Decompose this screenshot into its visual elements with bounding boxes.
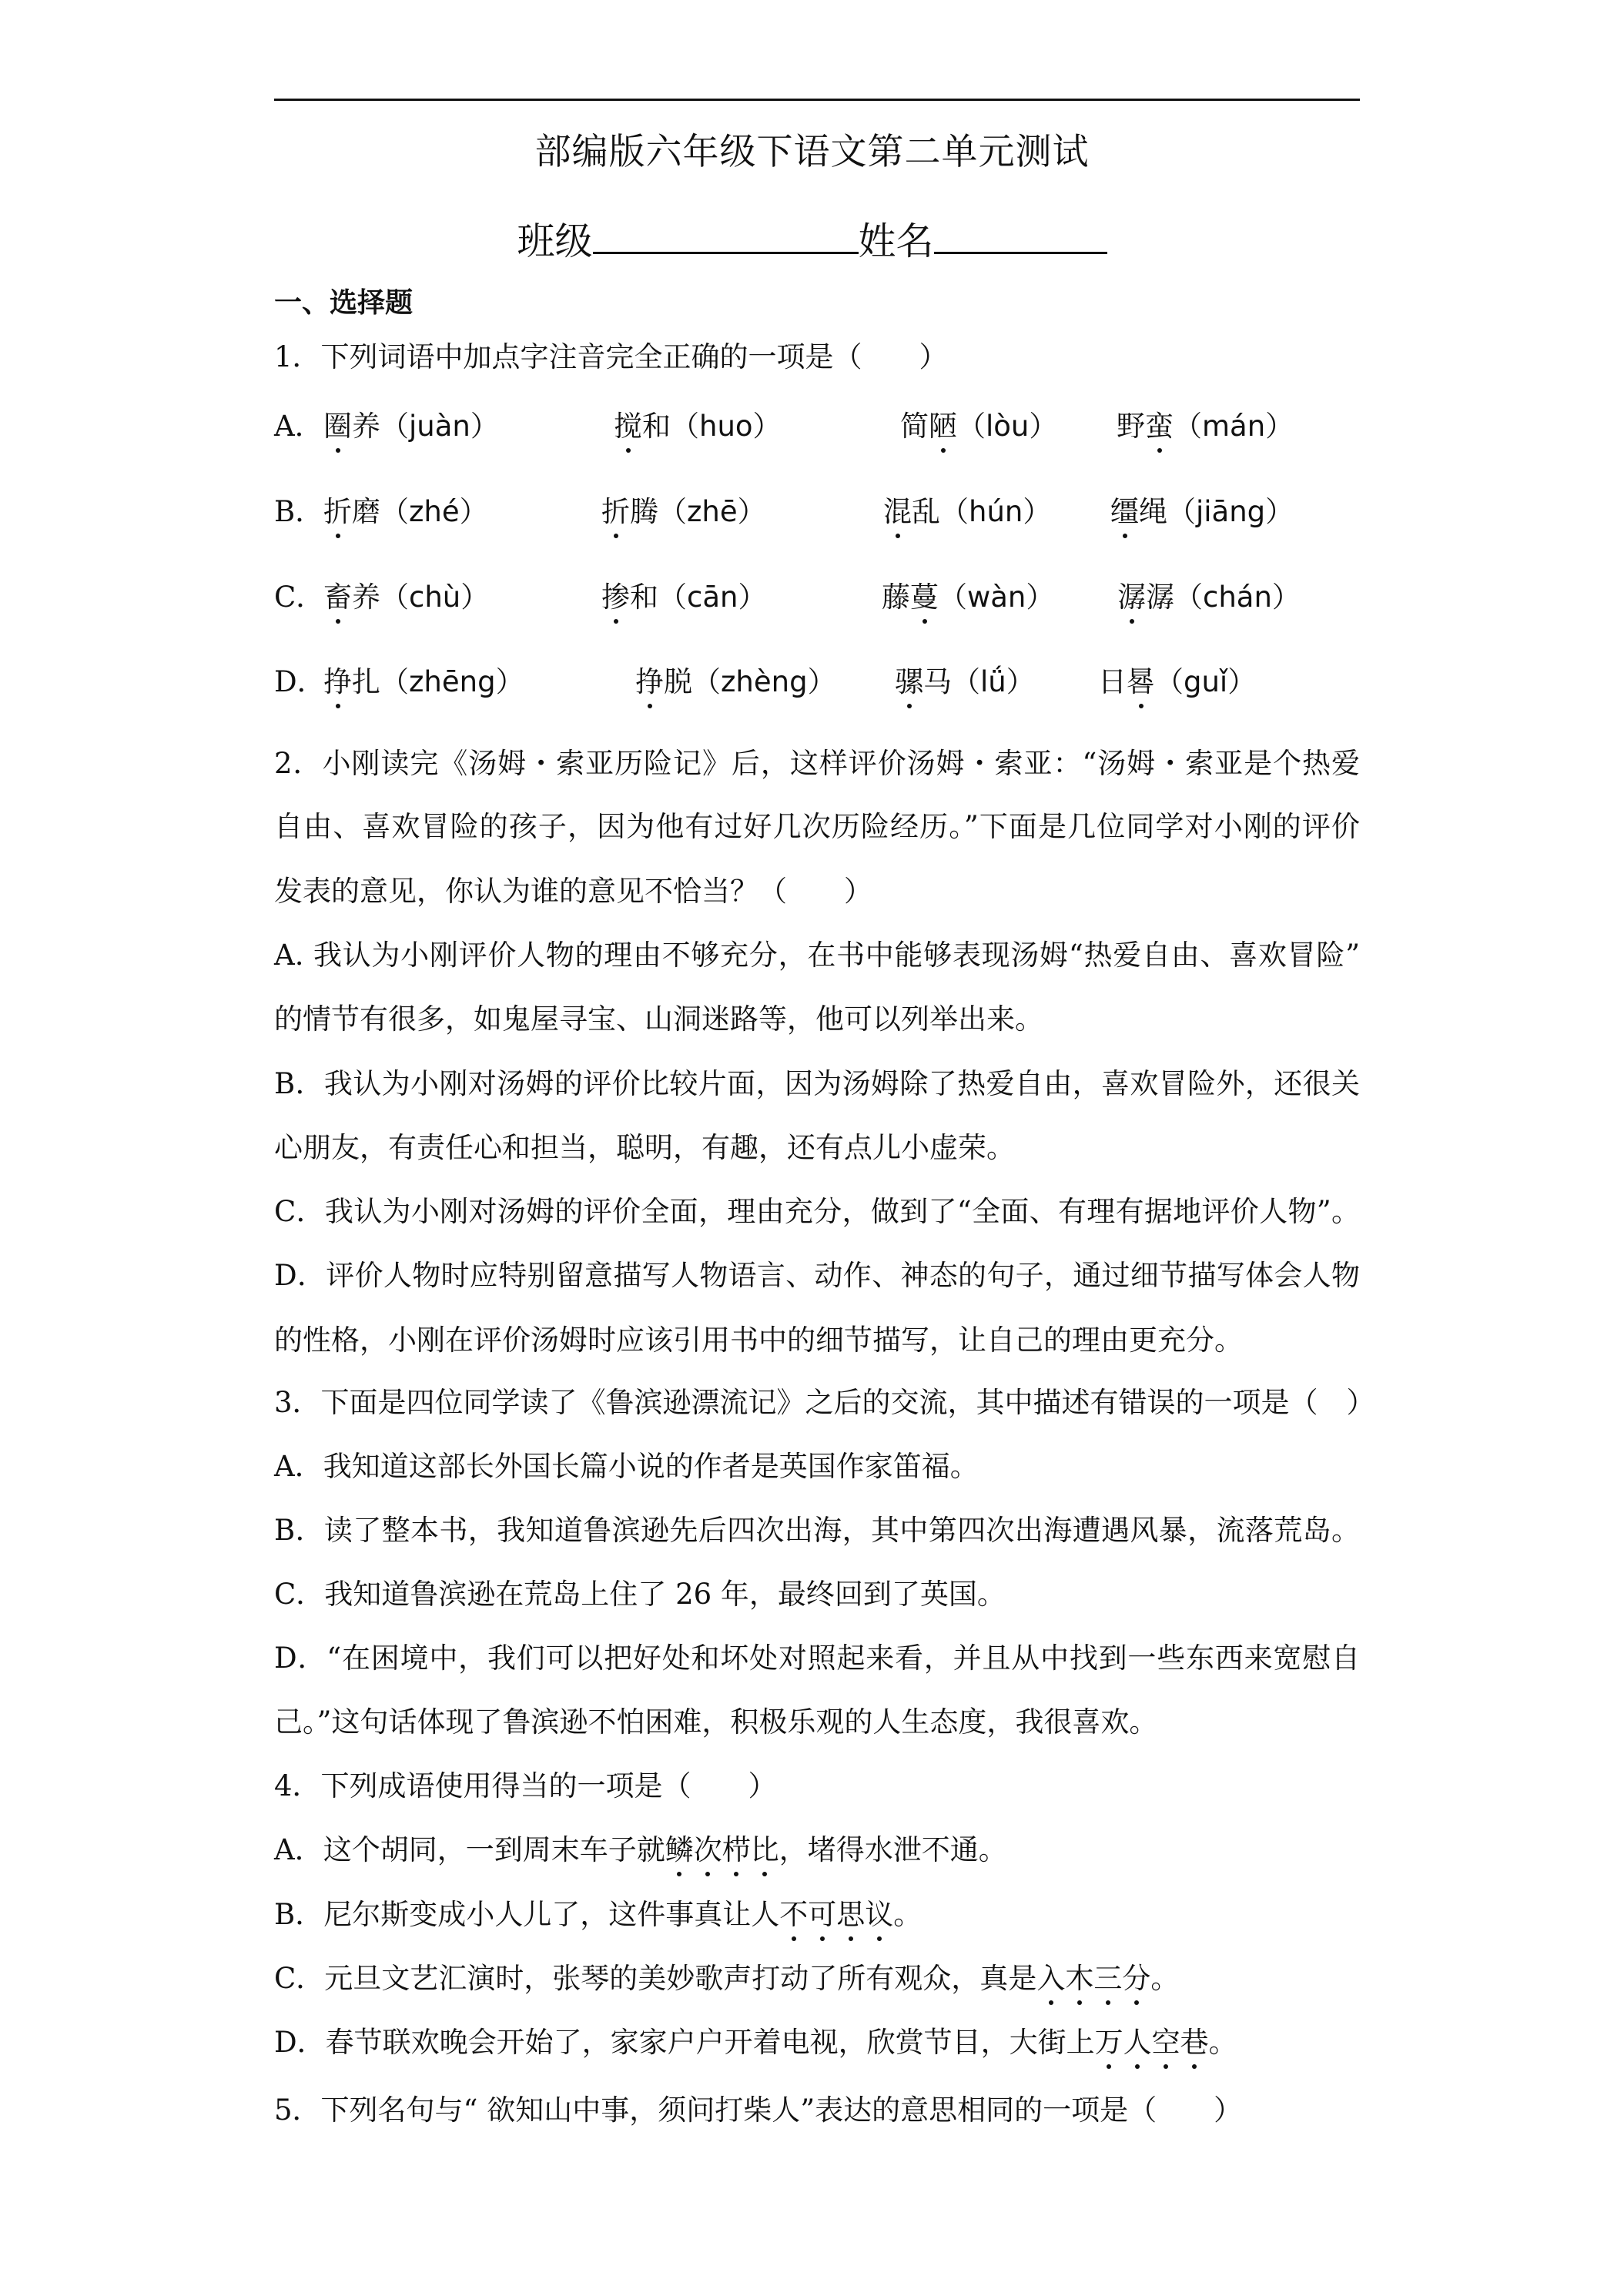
q1-c-item: 藤蔓（wàn）	[882, 581, 1055, 614]
q3-option-a[interactable]: A．我知道这部长外国长篇小说的作者是英国作家笛福。	[274, 1450, 979, 1483]
dotted-idiom	[665, 1833, 779, 1866]
dotted-idiom	[1095, 2026, 1209, 2059]
emphasized-char: 万	[1094, 2026, 1123, 2059]
q4-stem: 4．下列成语使用得当的一项是（ ）	[274, 1769, 777, 1802]
q1-c-item: 畜养（chù）	[323, 581, 490, 614]
emphasized-char: 比	[750, 1833, 779, 1866]
emphasized-char: 思	[836, 1898, 866, 1931]
q4-option-b[interactable]: B．尼尔斯变成小人儿了，这件事真让人不可思议。	[274, 1898, 922, 1931]
dotted-idiom	[779, 1898, 893, 1931]
q3-option-d-cont: 己。”这句话体现了鲁滨逊不怕困难，积极乐观的人生态度，我很喜欢。	[274, 1705, 1158, 1739]
q1-d-item: 挣扎（zhēng）	[323, 665, 524, 698]
q2-stem-line: 2．小刚读完《汤姆・索亚历险记》后，这样评价汤姆・索亚：“汤姆・索亚是个热爱	[274, 747, 1360, 780]
q2-stem-line: 自由、喜欢冒险的孩子，因为他有过好几次历险经历。”下面是几位同学对小刚的评价	[274, 810, 1360, 843]
q4-option-c[interactable]: C．元旦文艺汇演时，张琴的美妙歌声打动了所有观众，真是入木三分。	[274, 1962, 1180, 1995]
q1-d-item: 挣脱（zhèng）	[635, 665, 836, 698]
q4-option-a[interactable]: A．这个胡同，一到周末车子就鳞次栉比，堵得水泄不通。	[274, 1833, 1007, 1866]
q1-option-a[interactable]: A． 圈养（juàn） 搅和（huo） 简陋（lòu） 野蛮（mán）	[274, 410, 1294, 443]
q1-b-item: 缰绳（jiāng）	[1110, 495, 1294, 528]
q1-stem: 1．下列词语中加点字注音完全正确的一项是（ ）	[274, 340, 948, 373]
q3-option-b[interactable]: B．读了整本书，我知道鲁滨逊先后四次出海，其中第四次出海遭遇风暴，流落荒岛。	[274, 1514, 1360, 1547]
q5-stem: 5．下列名句与“ 欲知山中事，须问打柴人”表达的意思相同的一项是（ ）	[274, 2094, 1243, 2127]
student-info-line	[0, 212, 1624, 266]
q2-option-c[interactable]: C．我认为小刚对汤姆的评价全面，理由充分，做到了“全面、有理有据地评价人物”。	[274, 1195, 1360, 1228]
q1-d-item: 日晷（guǐ）	[1098, 665, 1257, 698]
class-blank[interactable]	[593, 218, 859, 254]
section-title: 一、选择题	[274, 287, 414, 319]
dotted-idiom	[1036, 1962, 1150, 1995]
q1-a-item: 圈养（juàn）	[323, 410, 499, 443]
q1-option-b[interactable]: B． 折磨（zhé） 折腾（zhē） 混乱（hún） 缰绳（jiāng）	[274, 495, 1294, 528]
name-blank[interactable]	[934, 218, 1107, 254]
emphasized-char: 不	[779, 1898, 809, 1931]
q2-option-a[interactable]: A. 我认为小刚评价人物的理由不够充分，在书中能够表现汤姆“热爱自由、喜欢冒险”	[274, 939, 1360, 972]
q1-a-item: 简陋（lòu）	[900, 410, 1058, 443]
q1-b-item: 折磨（zhé）	[323, 495, 488, 528]
q1-c-item: 潺潺（chán）	[1117, 581, 1301, 614]
emphasized-char: 入	[1036, 1962, 1066, 1995]
name-label: 姓名	[858, 219, 934, 263]
q2-stem-line: 发表的意见，你认为谁的意见不恰当？（ ）	[274, 875, 872, 908]
q2-option-b[interactable]: B．我认为小刚对汤姆的评价比较片面，因为汤姆除了热爱自由，喜欢冒险外，还很关	[274, 1067, 1360, 1100]
q1-b-item: 折腾（zhē）	[601, 495, 766, 528]
class-label: 班级	[517, 219, 593, 263]
q2-option-b-cont: 心朋友，有责任心和担当，聪明，有趣，还有点儿小虚荣。	[274, 1131, 1015, 1164]
emphasized-char: 可	[808, 1898, 837, 1931]
q1-d-item: 骡马（lǘ）	[895, 665, 1035, 698]
q3-option-c[interactable]: C．我知道鲁滨逊在荒岛上住了 26 年，最终回到了英国。	[274, 1578, 1006, 1611]
q2-option-d-cont: 的性格，小刚在评价汤姆时应该引用书中的细节描写，让自己的理由更充分。	[274, 1324, 1243, 1357]
emphasized-char: 三	[1093, 1962, 1123, 1995]
emphasized-char: 次	[693, 1833, 722, 1866]
q1-option-c[interactable]: C． 畜养（chù） 掺和（cān） 藤蔓（wàn） 潺潺（chán）	[274, 581, 1301, 614]
q1-option-d[interactable]: D． 挣扎（zhēng） 挣脱（zhèng） 骡马（lǘ） 日晷（guǐ）	[274, 665, 1257, 698]
q1-a-item: 野蛮（mán）	[1117, 410, 1294, 443]
emphasized-char: 空	[1151, 2026, 1180, 2059]
emphasized-char: 鳞	[665, 1833, 694, 1866]
q2-option-d[interactable]: D．评价人物时应特别留意描写人物语言、动作、神态的句子，通过细节描写体会人物	[274, 1259, 1360, 1292]
emphasized-char: 栉	[722, 1833, 751, 1866]
emphasized-char: 巷	[1180, 2026, 1209, 2059]
q2-option-a-cont: 的情节有很多，如鬼屋寻宝、山洞迷路等，他可以列举出来。	[274, 1002, 1043, 1036]
page-title: 部编版六年级下语文第二单元测试	[534, 131, 1090, 173]
q3-stem: 3．下面是四位同学读了《鲁滨逊漂流记》之后的交流，其中描述有错误的一项是（ ）	[274, 1386, 1375, 1419]
emphasized-char: 议	[865, 1898, 894, 1931]
q1-c-item: 掺和（cān）	[601, 581, 767, 614]
emphasized-char: 分	[1122, 1962, 1151, 1995]
header-rule	[274, 99, 1360, 101]
q1-a-item: 搅和（huo）	[614, 410, 782, 443]
emphasized-char: 木	[1065, 1962, 1094, 1995]
q4-option-d[interactable]: D．春节联欢晚会开始了，家家户户开着电视，欣赏节目，大街上万人空巷。	[274, 2026, 1237, 2059]
q1-b-item: 混乱（hún）	[883, 495, 1052, 528]
emphasized-char: 人	[1123, 2026, 1152, 2059]
q3-option-d[interactable]: D．“在困境中，我们可以把好处和坏处对照起来看，并且从中找到一些东西来宽慰自	[274, 1642, 1360, 1675]
